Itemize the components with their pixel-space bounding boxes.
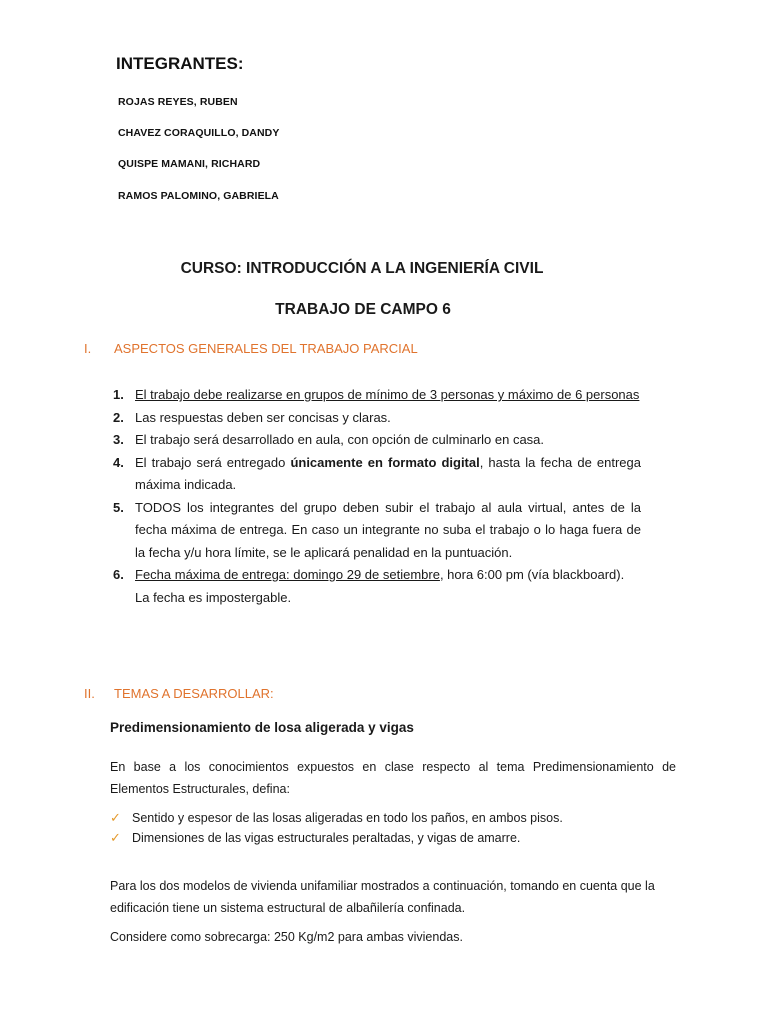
member-name: QUISPE MAMANI, RICHARD <box>118 158 261 170</box>
member-name: ROJAS REYES, RUBEN <box>118 96 238 108</box>
checklist-text: Dimensiones de las vigas estructurales peraltadas, y vigas de amarre. <box>132 831 521 845</box>
load-paragraph: Considere como sobrecarga: 250 Kg/m2 para ambas viviendas. <box>110 930 463 944</box>
rule-number: 6. <box>113 567 124 582</box>
deadline-text: Fecha máxima de entrega: domingo 29 de setiembre <box>135 567 440 582</box>
rule-number: 2. <box>113 409 124 425</box>
models-paragraph: Para los dos modelos de vivienda unifamiliar mostrados a continuación, tomando en cuenta que la edificación tiene un sistema estructural de albañilería confinada. <box>110 879 655 915</box>
rule-text: , hora 6:00 pm (vía blackboard). <box>439 567 625 582</box>
deadline-note: La fecha es impostergable. <box>135 589 292 605</box>
rule-item <box>113 407 641 430</box>
rule-number: 5. <box>113 499 124 515</box>
checklist <box>110 808 670 848</box>
rule-emphasis: únicamente en formato digital <box>290 454 480 470</box>
section-title: ASPECTOS GENERALES DEL TRABAJO PARCIAL <box>114 341 418 356</box>
rule-text: El trabajo será desarrollado en aula, con opción de culminarlo en casa. <box>135 432 545 447</box>
rule-number: 1. <box>113 387 124 402</box>
rule-number: 3. <box>113 432 124 447</box>
rule-text: El trabajo debe realizarse en grupos de mínimo de 3 personas y máximo de 6 personas <box>135 387 640 402</box>
member-name: RAMOS PALOMINO, GABRIELA <box>118 190 279 202</box>
course-title: CURSO: INTRODUCCIÓN A LA INGENIERÍA CIVIL <box>180 260 544 277</box>
check-icon: ✓ <box>110 830 121 845</box>
rule-text: El trabajo será entregado <box>135 454 291 470</box>
rule-item <box>113 497 641 565</box>
check-icon: ✓ <box>110 810 121 825</box>
section-heading-general <box>84 341 418 356</box>
rule-item <box>113 429 641 452</box>
subtopic-title: Predimensionamiento de losa aligerada y vigas <box>110 720 414 735</box>
checklist-item <box>110 828 670 848</box>
intro-paragraph: En base a los conocimientos expuestos en clase respecto al tema Predimensionamiento de Elementos Estructurales, defina: <box>110 760 676 796</box>
rule-item <box>113 564 641 609</box>
section-title: TEMAS A DESARROLLAR: <box>114 686 274 701</box>
rule-item <box>113 384 641 407</box>
rule-text: Las respuestas deben ser concisas y claras. <box>135 409 391 425</box>
checklist-text: Sentido y espesor de las losas aligeradas en todo los paños, en ambos pisos. <box>132 811 563 825</box>
section-number: I. <box>84 341 92 356</box>
rule-text: TODOS los integrantes del grupo deben subir el trabajo al aula virtual, antes de la fecha máxima de entrega. En caso un integrante no suba el trabajo o lo haga fuera de la fecha y/u hora límite, se le aplicará penalidad en la puntuación. <box>135 499 641 560</box>
rule-item <box>113 452 641 497</box>
members-heading: INTEGRANTES: <box>116 54 244 73</box>
rules-list <box>113 384 641 609</box>
rule-text: , hasta la fecha de entrega máxima indicada. <box>135 454 641 492</box>
checklist-item <box>110 808 670 828</box>
work-title: TRABAJO DE CAMPO 6 <box>275 301 451 318</box>
section-number: II. <box>84 686 95 701</box>
rule-number: 4. <box>113 454 124 470</box>
section-heading-topics <box>84 686 274 701</box>
member-name: CHAVEZ CORAQUILLO, DANDY <box>118 127 280 139</box>
